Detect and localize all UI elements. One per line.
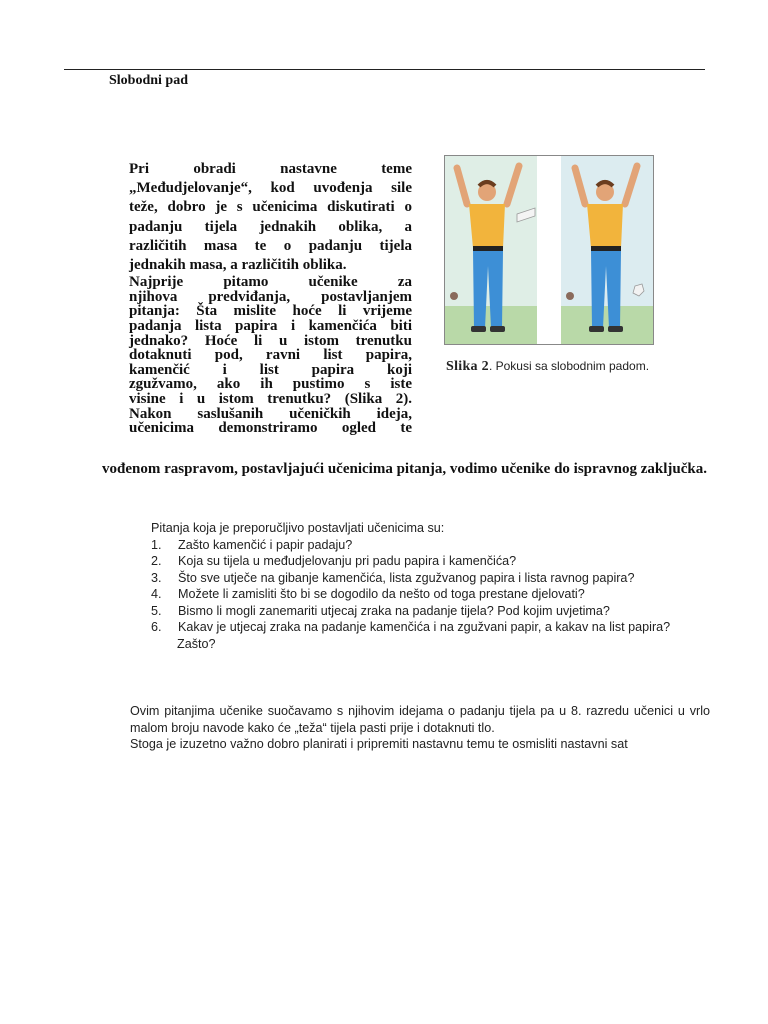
closing-paragraph-1: Ovim pitanjima učenike suočavamo s njihovim idejama o padanju tijela pa u 8. razredu učenici u vrlo malom broju navode kako će „teža“ tijela pasti prije i dotaknuti tlo. xyxy=(130,704,710,735)
question-item xyxy=(151,619,711,636)
intro-loose-line: različitih masa te o padanju tijela xyxy=(129,237,412,254)
intro-loose-line: „Međudjelovanje“, kod uvođenja sile xyxy=(129,180,412,197)
intro-tight-line: njihova predviđanja, postavljanjem xyxy=(129,288,412,305)
figure-caption xyxy=(446,358,656,375)
free-fall-illustration xyxy=(445,156,653,344)
stone-left xyxy=(450,292,458,300)
closing-paragraph-2: Stoga je izuzetno važno dobro planirati i pripremiti nastavnu temu te osmisliti nastavni sat xyxy=(130,737,628,751)
continuation-paragraph: vođenom raspravom, postavljajući učenicima pitanja, vodimo učenike do ispravnog zaključka. xyxy=(102,461,708,477)
intro-loose-line: jednakih masa, a različitih oblika. xyxy=(129,257,347,274)
question-text: Kakav je utjecaj zraka na padanje kamenčića i na zgužvani papir, a kakav na list papira? xyxy=(178,620,671,634)
question-text: Što sve utječe na gibanje kamenčića, lista zgužvanog papira i lista ravnog papira? xyxy=(178,570,635,585)
intro-tight-line: dotaknuti pod, ravni list papira, xyxy=(129,347,412,364)
intro-tight-line: pitanja: Šta mislite hoće li vrijeme xyxy=(129,303,412,320)
question-number: 3. xyxy=(151,570,162,585)
section-title: Slobodni pad xyxy=(109,73,188,88)
caption-lead: Slika 2 xyxy=(446,359,489,374)
intro-paragraph xyxy=(129,160,412,436)
intro-tight-line: učenicima demonstriramo ogled te xyxy=(129,420,412,437)
intro-tight-line: zgužvamo, ako ih pustimo s iste xyxy=(129,376,412,393)
intro-loose-line: Pri obradi nastavne teme xyxy=(129,161,412,177)
questions-trailing: Zašto? xyxy=(177,636,216,651)
intro-tight-line: visine i u istom trenutku? (Slika 2). xyxy=(129,390,412,407)
question-number: 5. xyxy=(151,603,162,618)
intro-tight-line: kamenčić i list papira koji xyxy=(129,361,412,378)
intro-loose-block xyxy=(129,160,412,275)
question-text: Koja su tijela u međudjelovanju pri padu papira i kamenčića? xyxy=(178,554,517,568)
intro-tight-line: jednako? Hoće li u istom trenutku xyxy=(129,332,412,349)
question-text: Bismo li mogli zanemariti utjecaj zraka na padanje tijela? Pod kojim uvjetima? xyxy=(178,603,610,618)
question-item xyxy=(151,553,711,570)
intro-tight-line: Nakon saslušanih učeničkih ideja, xyxy=(129,405,412,422)
question-item xyxy=(151,603,711,620)
questions-intro: Pitanja koja je preporučljivo postavljati učenicima su: xyxy=(151,521,445,535)
question-item xyxy=(151,586,711,603)
questions-block xyxy=(151,520,711,652)
intro-tight-line: Najprije pitamo učenike za xyxy=(129,274,412,291)
intro-loose-line: padanju tijela jednakih oblika, a xyxy=(129,218,412,235)
closing-block xyxy=(130,703,710,753)
question-number: 1. xyxy=(151,537,162,552)
question-text: Možete li zamisliti što bi se dogodilo da nešto od toga prestane djelovati? xyxy=(178,587,585,601)
question-number: 4. xyxy=(151,587,162,601)
question-number: 6. xyxy=(151,620,162,634)
question-item xyxy=(151,537,711,554)
caption-text: . Pokusi sa slobodnim padom. xyxy=(488,359,650,373)
question-number: 2. xyxy=(151,554,162,568)
question-text: Zašto kamenčić i papir padaju? xyxy=(178,537,353,552)
intro-loose-line: teže, dobro je s učenicima diskutirati o xyxy=(129,199,412,216)
header-rule xyxy=(64,69,705,70)
intro-tight-block xyxy=(129,275,412,436)
question-item xyxy=(151,570,711,587)
intro-tight-line: padanja lista papira i kamenčića biti xyxy=(129,318,412,334)
stone-right xyxy=(566,292,574,300)
figure-free-fall xyxy=(444,155,654,345)
questions-list xyxy=(151,537,711,636)
